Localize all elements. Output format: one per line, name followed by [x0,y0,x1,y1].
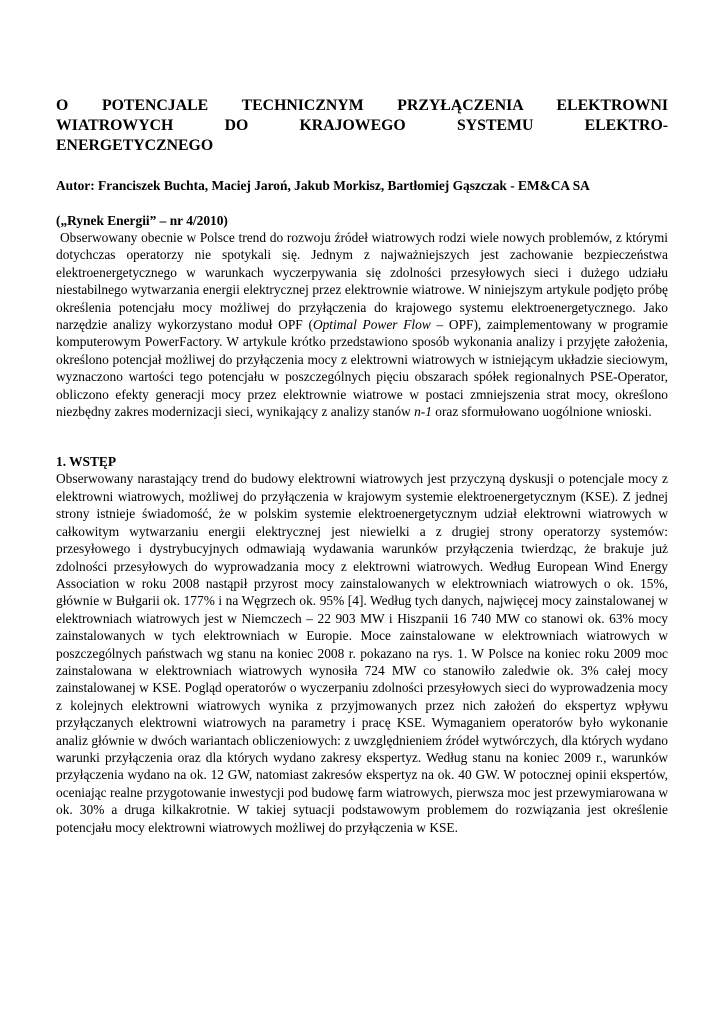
authors-line: Autor: Franciszek Buchta, Maciej Jaroń, Jakub Morkisz, Bartłomiej Gąszczak - EM&CA SA [56,178,590,193]
title-line-3: ENERGETYCZNEGO [56,137,214,154]
article-title [56,96,668,156]
source-line: („Rynek Energii” – nr 4/2010) [56,213,228,228]
section-heading-intro: 1. WSTĘP [56,454,117,470]
abstract-text-1: Obserwowany obecnie w Polsce trend do rozwoju źródeł wiatrowych rodzi wiele nowych problemów, z którymi dotychczas operatorzy nie spotykali się. Jednym z najważniejszych jest zachowanie bezpieczeństwa elektroenergetycznego w warunkach wyczerpywania się zdolności przesyłowych sieci i dużego udziału niestabilnego wytwarzania energii elektrycznej przez elektrownie wiatrowe. W niniejszym artykule podjęto próbę określenia potencjału mocy możliwej do przyłączenia do krajowego systemu elektroenergetycznego. Jako narzędzie analizy wykorzystano moduł OPF ( [56,230,668,333]
abstract-text-3: oraz sformułowano uogólnione wnioski. [431,404,652,420]
title-line-2: WIATROWYCH DO KRAJOWEGO SYSTEMU ELEKTRO- [56,117,668,134]
title-line-1: O POTENCJALE TECHNICZNYM PRZYŁĄCZENIA ELEKTROWNI [56,97,668,114]
abstract-n1-term: n-1 [414,404,432,420]
abstract-opf-term: Optimal Power Flow [312,317,431,333]
abstract-text-2: – OPF), zaimplementowany w programie komputerowym PowerFactory. W artykule krótko przedstawiono sposób wykonania analizy i przyjęte założenia, określono potencjał możliwej do przyłączenia mocy z elektrowni wiatrowych w istniejącym układzie sieciowym, wyznaczono wartości tego potencjału w poszczególnych pięciu obszarach spółek regionalnych PSE-Operator, obliczono efekty generacji mocy przez elektrownie wiatrowe w postaci zmniejszenia strat mocy, określono niezbędny zakres modernizacji sieci, wynikający z analizy stanów [56,317,668,420]
document-page [56,96,668,836]
section-intro-text: Obserwowany narastający trend do budowy elektrowni wiatrowych jest przyczyną dyskusji o potencjale mocy z elektrowni wiatrowych, możliwej do przyłączenia w krajowym systemie elektroenergetycznym (KSE). Z jednej strony istnieje świadomość, że w polskim systemie elektroenergetycznym udział elektrowni wiatrowych w całkowitym wytwarzaniu energii elektrycznej jest niewielki a z drugiej strony operatorzy systemów: przesyłowego i dystrybucyjnych odmawiają wydawania warunków przyłączenia twierdząc, że brakuje już zdolności przesyłowych do wyprowadzania mocy z elektrowni wiatrowych. Według European Wind Energy Association w roku 2008 nastąpił przyrost mocy zainstalowanych w elektrowniach wiatrowych o ok. 15%, głównie w Bułgarii ok. 177% i na Węgrzech ok. 95% [4]. Według tych danych, najwięcej mocy zainstalowanej w elektrowniach wiatrowych jest w Niemczech – 22 903 MW i Hiszpanii 16 740 MW co stanowi ok. 63% mocy zainstalowanych w tych elektrowniach w Europie. Moce zainstalowane w elektrowniach wiatrowych w poszczególnych państwach wg stanu na koniec 2008 r. pokazano na rys. 1. W Polsce na koniec roku 2009 moc zainstalowana w elektrowniach wiatrowych wynosiła 724 MW co stanowiło zaledwie ok. 3% całej mocy zainstalowanej w KSE. Pogląd operatorów o wyczerpaniu zdolności przesyłowych sieci do wyprowadzenia mocy z kolejnych elektrowni wiatrowych wynika z przyjmowanych przez nich założeń do ekspertyz wpływu przyłączanych elektrowni wiatrowych na parametry i pracę KSE. Wymaganiem operatorów było wykonanie analiz głównie w dwóch wariantach obliczeniowych: z uwzględnieniem źródeł wytwórczych, dla których wydano warunki przyłączenia oraz dla których wydano zakresy ekspertyz. Według stanu na koniec 2009 r., warunków przyłączenia wydano na ok. 12 GW, natomiast zakresów ekspertyz na ok. 40 GW. W potocznej opinii ekspertów, oceniając realne przygotowanie inwestycji pod budowę farm wiatrowych, pierwsza moc jest przewymiarowana w ok. 30% a druga kilkakrotnie. W takiej sytuacji podstawowym problemem do rozwiązania jest określenie potencjału mocy elektrowni wiatrowych możliwej do przyłączenia w KSE. [56,471,668,835]
abstract [56,229,668,420]
